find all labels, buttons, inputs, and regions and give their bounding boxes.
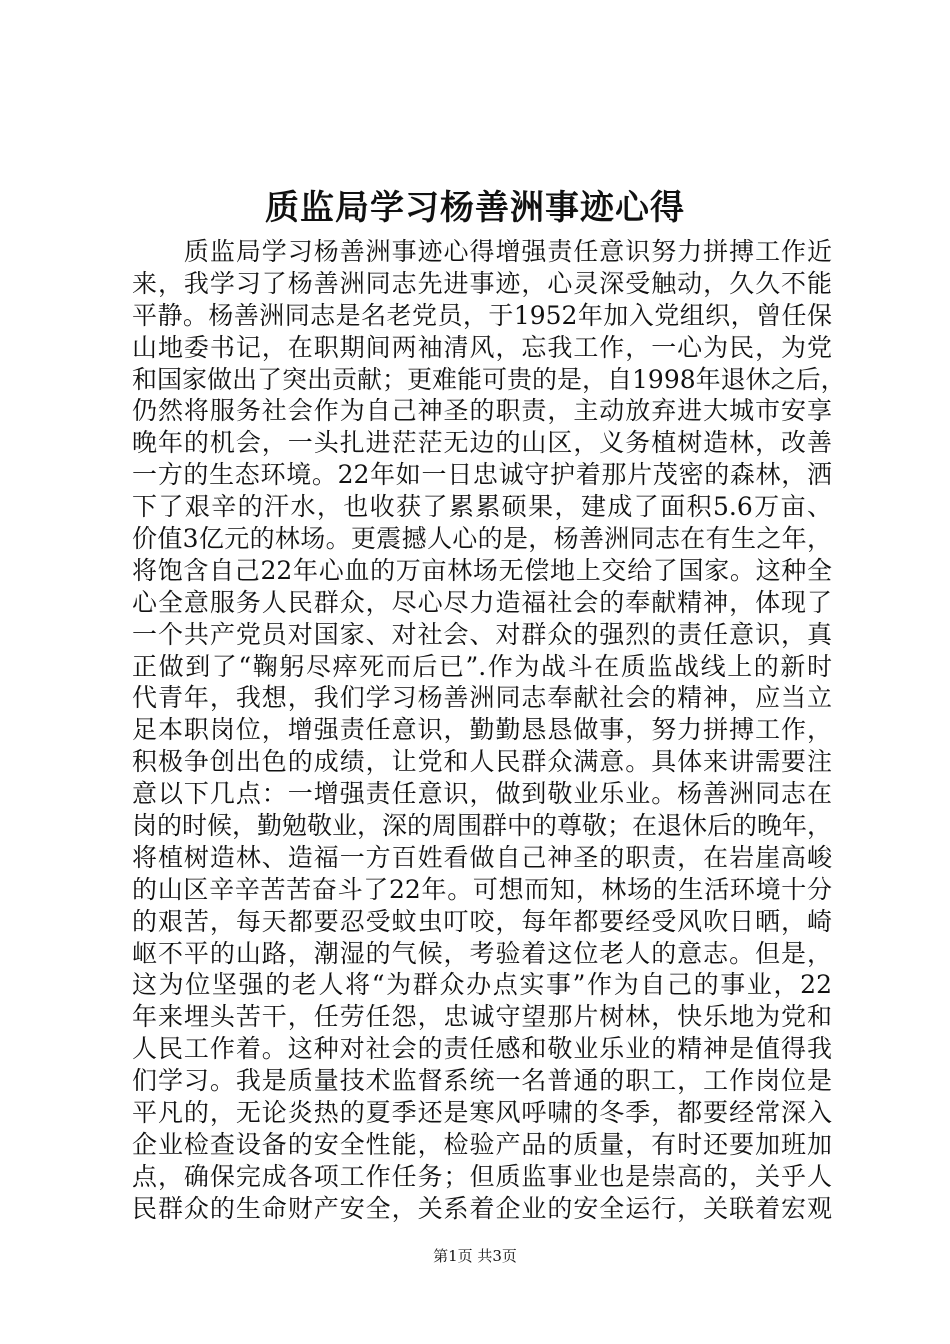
body-line: 将饱含自己22年心血的万亩林场无偿地上交给了国家。这种全	[132, 555, 832, 585]
body-line: 积极争创出色的成绩，让党和人民群众满意。具体来讲需要注	[132, 747, 832, 777]
body-line: 岖不平的山路，潮湿的气候，考验着这位老人的意志。但是，	[132, 938, 832, 968]
body-line: 一方的生态环境。22年如一日忠诚守护着那片茂密的森林，洒	[132, 460, 832, 490]
body-line: 的艰苦，每天都要忍受蚊虫叮咬，每年都要经受风吹日晒，崎	[132, 906, 832, 936]
body-line: 平凡的，无论炎热的夏季还是寒风呼啸的冬季，都要经常深入	[132, 1098, 832, 1128]
body-line: 年来埋头苦干，任劳任怨，忠诚守望那片树林，快乐地为党和	[132, 1002, 832, 1032]
body-line: 山地委书记，在职期间两袖清风，忘我工作，一心为民，为党	[132, 332, 832, 362]
body-line: 和国家做出了突出贡献；更难能可贵的是，自1998年退休之后，	[132, 364, 846, 394]
body-line: 正做到了“鞠躬尽瘁死而后已”.作为战斗在质监战线上的新时	[132, 651, 832, 681]
document-body	[132, 236, 846, 1225]
body-line: 意以下几点：一增强责任意识，做到敬业乐业。杨善洲同志在	[132, 779, 832, 809]
body-line: 一个共产党员对国家、对社会、对群众的强烈的责任意识，真	[132, 619, 832, 649]
body-line: 足本职岗位，增强责任意识，勤勤恳恳做事，努力拼搏工作，	[132, 715, 832, 745]
body-line: 人民工作着。这种对社会的责任感和敬业乐业的精神是值得我	[132, 1034, 832, 1064]
body-line: 点，确保完成各项工作任务；但质监事业也是崇高的，关乎人	[132, 1161, 832, 1191]
body-line: 的山区辛辛苦苦奋斗了22年。可想而知，林场的生活环境十分	[132, 874, 832, 904]
body-line: 心全意服务人民群众，尽心尽力造福社会的奉献精神，体现了	[132, 587, 832, 617]
body-line: 仍然将服务社会作为自己神圣的职责，主动放弃进大城市安享	[132, 396, 832, 426]
body-line: 岗的时候，勤勉敬业，深的周围群中的尊敬；在退休后的晚年，	[132, 811, 833, 841]
body-line: 质监局学习杨善洲事迹心得增强责任意识努力拼搏工作近	[132, 237, 832, 266]
body-line: 代青年，我想，我们学习杨善洲同志奉献社会的精神，应当立	[132, 683, 832, 713]
body-line: 将植树造林、造福一方百姓看做自己神圣的职责，在岩崖高峻	[132, 842, 832, 872]
body-line: 企业检查设备的安全性能，检验产品的质量，有时还要加班加	[132, 1129, 832, 1159]
body-line: 们学习。我是质量技术监督系统一名普通的职工，工作岗位是	[132, 1066, 832, 1096]
body-line: 下了艰辛的汗水，也收获了累累硕果，建成了面积5.6万亩、	[132, 492, 832, 522]
body-line: 民群众的生命财产安全，关系着企业的安全运行，关联着宏观	[132, 1193, 832, 1223]
page-number: 第1页 共3页	[433, 1247, 517, 1265]
body-line: 这为位坚强的老人将“为群众办点实事”作为自己的事业，22	[132, 970, 832, 1000]
body-line: 来，我学习了杨善洲同志先进事迹，心灵深受触动，久久不能	[132, 268, 832, 298]
body-line: 晚年的机会，一头扎进茫茫无边的山区，义务植树造林，改善	[132, 428, 832, 458]
body-line: 价值3亿元的林场。更震撼人心的是，杨善洲同志在有生之年，	[132, 524, 832, 554]
body-line: 平静。杨善洲同志是名老党员，于1952年加入党组织，曾任保	[132, 300, 832, 330]
document-title: 质监局学习杨善洲事迹心得	[265, 188, 685, 228]
